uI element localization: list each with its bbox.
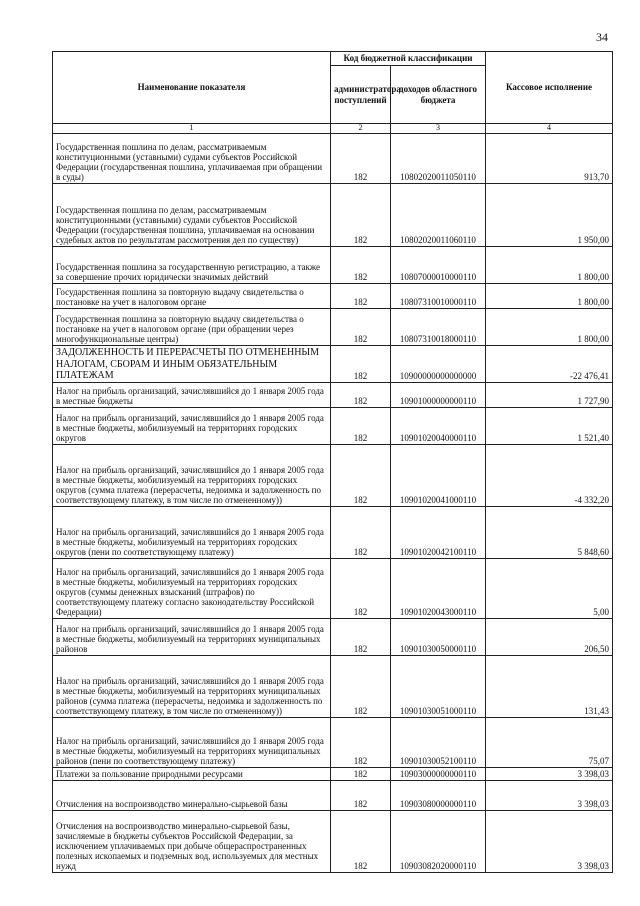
indicator-name: Налог на прибыль организаций, зачислявшийся до 1 января 2005 года в местные бюджеты, мобилизуемый на территориях городских округов (суммы денежных взысканий (штрафов) по соответствующему платежу согласно законодательству Российской Федерации): [53, 558, 331, 618]
cash-amount: 1 800,00: [486, 246, 613, 283]
admin-code: 182: [331, 655, 391, 717]
table-row: [53, 308, 613, 345]
income-code: 10903080000000110: [391, 781, 486, 811]
table-row: [53, 717, 613, 767]
admin-code: 182: [331, 618, 391, 655]
indicator-name: Государственная пошлина за повторную выдачу свидетельства о постановке на учет в налоговом органе: [53, 283, 331, 308]
table-row: [53, 655, 613, 717]
admin-code: 182: [331, 183, 391, 246]
header-admin: администратора поступлений: [331, 66, 391, 124]
income-code: 10901000000000110: [391, 382, 486, 407]
table-row: [53, 506, 613, 558]
admin-code: 182: [331, 558, 391, 618]
header-bk-group: Код бюджетной классификации: [331, 52, 486, 66]
col-index-4: 4: [486, 124, 613, 134]
income-code: 10901020043000110: [391, 558, 486, 618]
table-row: [53, 283, 613, 308]
admin-code: 182: [331, 811, 391, 873]
admin-code: 182: [331, 444, 391, 506]
income-code: 10903000000000110: [391, 767, 486, 780]
admin-code: 182: [331, 717, 391, 767]
income-code: 10903082020000110: [391, 811, 486, 873]
cash-amount: -4 332,20: [486, 444, 613, 506]
indicator-name: Налог на прибыль организаций, зачислявшийся до 1 января 2005 года в местные бюджеты, мобилизуемый на территориях муниципальных районов: [53, 618, 331, 655]
table-row: [53, 382, 613, 407]
table-row: [53, 767, 613, 780]
indicator-name: Платежи за пользование природными ресурсами: [53, 767, 331, 780]
income-code: 10901030050000110: [391, 618, 486, 655]
income-code: 10802020011060110: [391, 183, 486, 246]
income-code: 10807310018000110: [391, 308, 486, 345]
income-code: 10807310010000110: [391, 283, 486, 308]
table-row: [53, 558, 613, 618]
indicator-name: Налог на прибыль организаций, зачислявшийся до 1 января 2005 года в местные бюджеты, мобилизуемый на территориях городских округов: [53, 407, 331, 444]
col-index-3: 3: [391, 124, 486, 134]
cash-amount: 3 398,03: [486, 767, 613, 780]
indicator-name: Государственная пошлина за государственную регистрацию, а также за совершение прочих юридически значимых действий: [53, 246, 331, 283]
admin-code: 182: [331, 382, 391, 407]
table-row: [53, 345, 613, 382]
admin-code: 182: [331, 283, 391, 308]
table-row: [53, 183, 613, 246]
indicator-name: Государственная пошлина за повторную выдачу свидетельства о постановке на учет в налоговом органе (при обращении через многофункциональные центры): [53, 308, 331, 345]
admin-code: 182: [331, 246, 391, 283]
income-code: 10901020041000110: [391, 444, 486, 506]
page-number: 34: [596, 30, 608, 44]
admin-code: 182: [331, 506, 391, 558]
header-name: Наименование показателя: [53, 52, 331, 124]
table-row: [53, 407, 613, 444]
indicator-name: Отчисления на воспроизводство минерально-сырьевой базы: [53, 781, 331, 811]
indicator-name: Налог на прибыль организаций, зачислявшийся до 1 января 2005 года в местные бюджеты, мобилизуемый на территориях муниципальных районов (пени по соответствующему платежу): [53, 717, 331, 767]
indicator-name: Налог на прибыль организаций, зачислявшийся до 1 января 2005 года в местные бюджеты, мобилизуемый на территориях муниципальных районов (сумма платежа (перерасчеты, недоимка и задолженность по соответствующему платежу, в том числе по отмененному)): [53, 655, 331, 717]
income-code: 10807000010000110: [391, 246, 486, 283]
income-code: 10901030052100110: [391, 717, 486, 767]
indicator-name: Налог на прибыль организаций, зачислявшийся до 1 января 2005 года в местные бюджеты, мобилизуемый на территориях городских округов (сумма платежа (перерасчеты, недоимка и задолженность по соответствующему платежу, в том числе по отмененному)): [53, 444, 331, 506]
cash-amount: 131,43: [486, 655, 613, 717]
admin-code: 182: [331, 133, 391, 183]
income-code: 10901020040000110: [391, 407, 486, 444]
cash-amount: 3 398,03: [486, 781, 613, 811]
indicator-name: Государственная пошлина по делам, рассматриваемым конституционными (уставными) судами субъектов Российской Федерации (государственная пошлина, уплачиваемая на основании судебных актов по результатам рассмотрения дел по существу): [53, 183, 331, 246]
admin-code: 182: [331, 345, 391, 382]
cash-amount: 206,50: [486, 618, 613, 655]
table-row: [53, 811, 613, 873]
cash-amount: 5,00: [486, 558, 613, 618]
income-code: 10802020011050110: [391, 133, 486, 183]
cash-amount: 5 848,60: [486, 506, 613, 558]
cash-amount: 1 727,90: [486, 382, 613, 407]
table-row: [53, 444, 613, 506]
cash-amount: 1 950,00: [486, 183, 613, 246]
admin-code: 182: [331, 308, 391, 345]
table-row: [53, 781, 613, 811]
budget-execution-table: [52, 51, 613, 873]
admin-code: 182: [331, 781, 391, 811]
table-row: [53, 133, 613, 183]
header-income: доходов областного бюджета: [391, 66, 486, 124]
cash-amount: 1 800,00: [486, 308, 613, 345]
income-code: 10901020042100110: [391, 506, 486, 558]
income-code: 10901030051000110: [391, 655, 486, 717]
admin-code: 182: [331, 407, 391, 444]
cash-amount: 3 398,03: [486, 811, 613, 873]
indicator-name: Государственная пошлина по делам, рассматриваемым конституционными (уставными) судами субъектов Российской Федерации (государственная пошлина, уплачиваемая при обращении в суды): [53, 133, 331, 183]
indicator-name: Отчисления на воспроизводство минерально-сырьевой базы, зачисляемые в бюджеты субъектов Российской Федерации, за исключением уплачиваемых при добыче общераспространенных полезных ископаемых и подземных вод, используемых для местных нужд: [53, 811, 331, 873]
header-exec: Кассовое исполнение: [486, 52, 613, 124]
cash-amount: 913,70: [486, 133, 613, 183]
table-row: [53, 246, 613, 283]
cash-amount: 1 800,00: [486, 283, 613, 308]
income-code: 10900000000000000: [391, 345, 486, 382]
col-index-1: 1: [53, 124, 331, 134]
indicator-name: ЗАДОЛЖЕННОСТЬ И ПЕРЕРАСЧЕТЫ ПО ОТМЕНЕННЫМ НАЛОГАМ, СБОРАМ И ИНЫМ ОБЯЗАТЕЛЬНЫМ ПЛАТЕЖАМ: [53, 345, 331, 382]
table-row: [53, 618, 613, 655]
cash-amount: 75,07: [486, 717, 613, 767]
indicator-name: Налог на прибыль организаций, зачислявшийся до 1 января 2005 года в местные бюджеты, мобилизуемый на территориях городских округов (пени по соответствующему платежу): [53, 506, 331, 558]
table-body: [53, 133, 613, 872]
col-index-2: 2: [331, 124, 391, 134]
cash-amount: 1 521,40: [486, 407, 613, 444]
cash-amount: -22 476,41: [486, 345, 613, 382]
admin-code: 182: [331, 767, 391, 780]
indicator-name: Налог на прибыль организаций, зачислявшийся до 1 января 2005 года в местные бюджеты: [53, 382, 331, 407]
